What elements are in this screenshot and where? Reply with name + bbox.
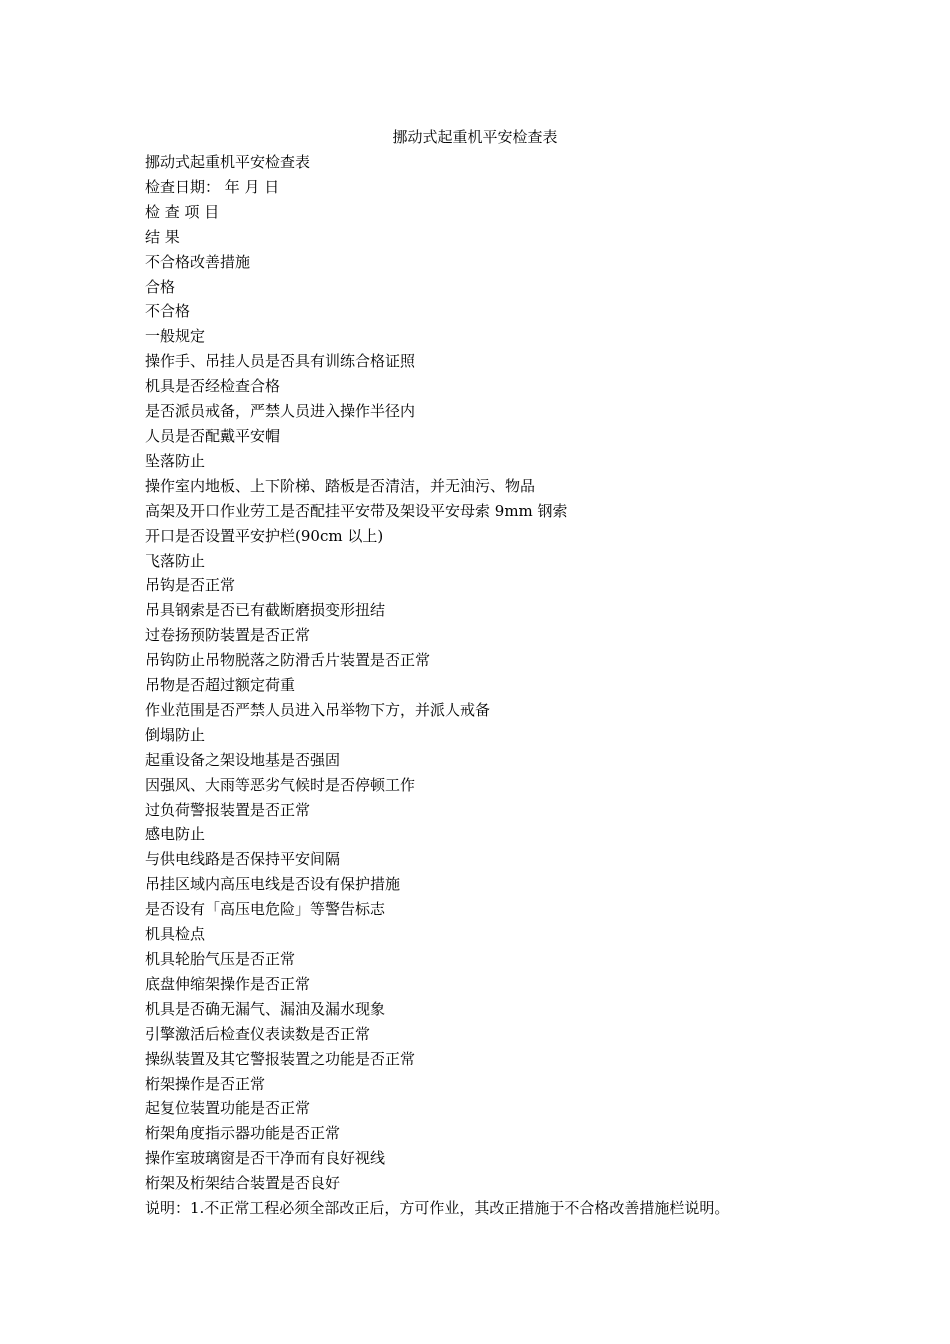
section-heading: 感电防止 (145, 825, 206, 844)
text-line: 机具轮胎气压是否正常 (145, 950, 296, 968)
text-line: 桁架角度指示器功能是否正常 (145, 1124, 341, 1143)
document-title: 挪动式起重机平安检查表 (392, 128, 558, 146)
section-heading: 飞落防止 (145, 551, 206, 570)
text-line: 操作室内地板、上下阶梯、踏板是否清洁，并无油污、物品 (145, 476, 536, 495)
note-line: 说明：1.不正常工程必须全部改正后，方可作业，其改正措施于不合格改善措施栏说明。 (145, 1199, 730, 1218)
text-line: 过负荷警报装置是否正常 (145, 800, 311, 819)
text-line: 人员是否配戴平安帽 (145, 426, 281, 445)
text-line: 是否设有「高压电危险」等警告标志 (145, 900, 386, 919)
text-line: 过卷扬预防装置是否正常 (145, 626, 311, 645)
text-line: 操作室玻璃窗是否干净而有良好视线 (145, 1149, 386, 1168)
text-line: 桁架操作是否正常 (145, 1074, 266, 1093)
text-line: 开口是否设置平安护栏(90cm 以上) (145, 526, 384, 545)
text-line: 挪动式起重机平安检查表 (145, 153, 311, 171)
text-line: 合格 (145, 277, 176, 296)
section-heading: 坠落防止 (145, 451, 206, 470)
text-line: 起复位装置功能是否正常 (145, 1099, 311, 1118)
document-body (145, 150, 925, 1221)
text-line: 不合格 (145, 302, 191, 321)
section-heading: 机具检点 (145, 925, 206, 944)
text-line: 吊钩是否正常 (145, 576, 236, 595)
text-line: 不合格改善措施 (145, 252, 251, 271)
text-line: 吊具钢索是否已有截断磨损变形扭结 (145, 601, 386, 620)
text-line: 是否派员戒备，严禁人员进入操作半径内 (145, 402, 416, 421)
text-line: 检 查 项 目 (145, 202, 220, 221)
text-line: 桁架及桁架结合装置是否良好 (145, 1174, 341, 1193)
text-line: 结 果 (145, 227, 180, 246)
text-line: 机具是否确无漏气、漏油及漏水现象 (145, 999, 386, 1018)
text-line: 底盘伸缩架操作是否正常 (145, 974, 311, 993)
text-line: 起重设备之架设地基是否强固 (145, 750, 341, 769)
text-line: 吊物是否超过额定荷重 (145, 676, 296, 695)
text-line: 作业范围是否严禁人员进入吊举物下方，并派人戒备 (145, 700, 491, 719)
text-line: 高架及开口作业劳工是否配挂平安带及架设平安母索 9mm 钢索 (145, 501, 568, 520)
text-line: 吊钩防止吊物脱落之防滑舌片装置是否正常 (145, 651, 431, 670)
text-line: 因强风、大雨等恶劣气候时是否停顿工作 (145, 775, 416, 794)
section-heading: 一般规定 (145, 327, 206, 346)
text-line: 机具是否经检查合格 (145, 377, 281, 396)
text-line: 引擎激活后检查仪表读数是否正常 (145, 1024, 371, 1043)
section-heading: 倒塌防止 (145, 725, 206, 744)
text-line: 操纵装置及其它警报装置之功能是否正常 (145, 1049, 416, 1068)
text-line: 操作手、吊挂人员是否具有训练合格证照 (145, 352, 416, 371)
text-line: 与供电线路是否保持平安间隔 (145, 850, 341, 869)
text-line: 检查日期： 年 月 日 (145, 177, 280, 196)
text-line: 吊挂区域内高压电线是否设有保护措施 (145, 875, 401, 894)
